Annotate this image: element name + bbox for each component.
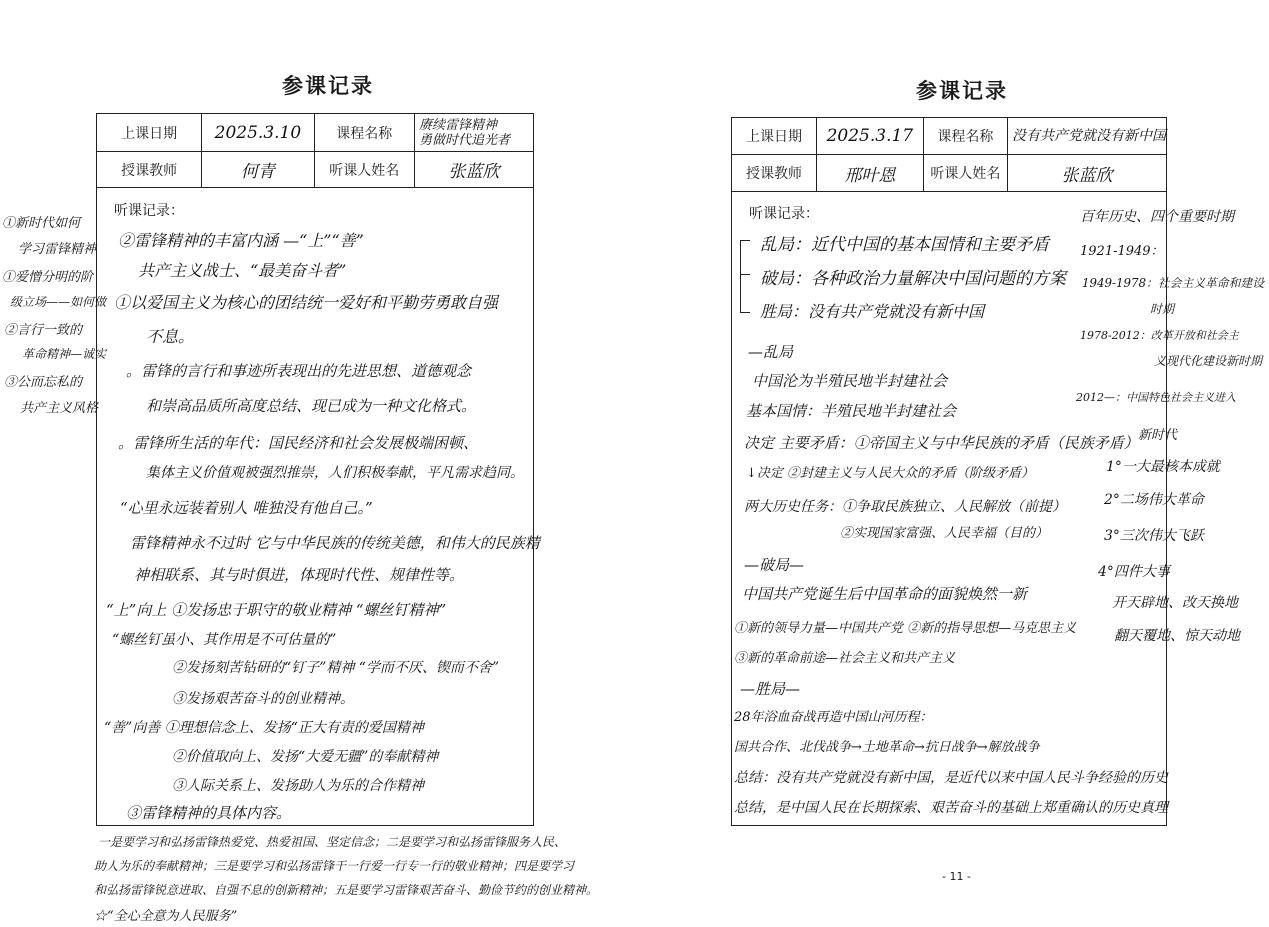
right-note-line: 总结：没有共产党就没有新中国，是近代以来中国人民斗争经验的历史 bbox=[734, 770, 1168, 786]
right-header-table bbox=[731, 117, 1167, 192]
right-margin-note: 1978-2012：改革开放和社会主 bbox=[1080, 329, 1239, 342]
right-margin-note: 开天辟地、改天换地 bbox=[1112, 595, 1238, 611]
right-margin-note: 3°三次伟大飞跃 bbox=[1104, 528, 1204, 544]
left-course-value bbox=[414, 114, 533, 152]
left-note-line: ②价值取向上、发扬“大爱无疆”的奉献精神 bbox=[172, 749, 439, 765]
left-listener-value: 张蓝欣 bbox=[414, 152, 533, 188]
left-margin-note: ①新时代如何 bbox=[2, 216, 81, 231]
left-note-line: 雷锋精神永不过时 它与中华民族的传统美德，和伟大的民族精 bbox=[130, 534, 540, 552]
left-note-line: ③人际关系上、发扬助人为乐的合作精神 bbox=[172, 778, 424, 794]
right-note-line: 国共合作、北伐战争→土地革命→抗日战争→解放战争 bbox=[734, 740, 1040, 755]
right-outline-bracket bbox=[740, 240, 741, 312]
right-outline-item: 胜局：没有共产党就没有新中国 bbox=[760, 302, 985, 321]
right-note-line: —乱局 bbox=[748, 343, 794, 361]
left-course-value-line2: 勇做时代追光者 bbox=[418, 132, 510, 148]
right-outline-bracket-tick-1 bbox=[740, 240, 750, 241]
left-margin-note: 革命精神—诚实 bbox=[22, 347, 107, 361]
left-listener-label: 听课人姓名 bbox=[314, 152, 414, 188]
left-margin-note: 级立场——如何做 bbox=[10, 295, 107, 309]
left-margin-note: 学习雷锋精神 bbox=[18, 242, 97, 257]
left-note-line: “善”向善 ①理想信念上、发扬“正大有责的爱国精神 bbox=[104, 720, 424, 736]
right-margin-note: 2012—：中国特色社会主义进入 bbox=[1076, 391, 1236, 404]
right-outline-bracket-tick-2 bbox=[740, 274, 750, 275]
right-teacher-label: 授课教师 bbox=[732, 155, 817, 192]
right-course-value: 没有共产党就没有新中国 bbox=[1007, 118, 1166, 155]
right-listener-value: 张蓝欣 bbox=[1007, 155, 1166, 192]
right-margin-note: 1949-1978：社会主义革命和建设 bbox=[1082, 276, 1264, 290]
right-course-label: 课程名称 bbox=[923, 118, 1007, 155]
right-margin-note: 1°一大最核本成就 bbox=[1106, 459, 1220, 475]
left-teacher-value: 何青 bbox=[202, 152, 314, 188]
left-course-value-line1: 赓续雷锋精神 bbox=[418, 117, 497, 133]
left-note-line: ①以爱国主义为核心的团结统一爱好和平勤劳勇敢自强 bbox=[114, 293, 499, 312]
left-margin-note: ③公而忘私的 bbox=[4, 375, 83, 390]
right-date-label: 上课日期 bbox=[732, 118, 817, 155]
left-note-line: “心里永远装着别人 唯独没有他自己。” bbox=[120, 499, 373, 517]
right-note-line: ③新的革命前途—社会主义和共产主义 bbox=[734, 651, 956, 666]
left-margin-note: 共产主义风格 bbox=[20, 401, 99, 416]
right-note-line: —破局— bbox=[744, 556, 805, 574]
left-course-label: 课程名称 bbox=[314, 114, 414, 152]
right-margin-note: 时期 bbox=[1150, 302, 1175, 316]
left-note-line: 和崇高品质所高度总结、现已成为一种文化格式。 bbox=[146, 397, 477, 415]
right-margin-note: 义现代化建设新时期 bbox=[1154, 354, 1263, 368]
left-note-line: ③发扬艰苦奋斗的创业精神。 bbox=[172, 691, 354, 707]
left-note-line: 神相联系、其与时俱进，体现时代性、规律性等。 bbox=[134, 566, 465, 584]
left-notes-label: 听课记录： bbox=[114, 203, 184, 219]
left-note-line: 集体主义价值观被强烈推崇，人们积极奉献，平凡需求趋同。 bbox=[146, 465, 524, 481]
right-note-line: 中国沦为半殖民地半封建社会 bbox=[752, 372, 948, 390]
left-note-line: “上”向上 ①发扬忠于职守的敬业精神 “螺丝钉精神” bbox=[106, 601, 447, 619]
left-bottom-note: ☆“全心全意为人民服务” bbox=[94, 909, 238, 924]
right-outline-bracket-tick-3 bbox=[740, 312, 750, 313]
right-listener-label: 听课人姓名 bbox=[923, 155, 1007, 192]
right-note-line: 两大历史任务：①争取民族独立、人民解放（前提） bbox=[744, 499, 1066, 515]
left-note-line: 。雷锋的言行和事迹所表现出的先进思想、道德观念 bbox=[126, 362, 472, 380]
left-date-label: 上课日期 bbox=[97, 114, 202, 152]
left-note-line: ③雷锋精神的具体内容。 bbox=[126, 804, 292, 822]
left-header-table bbox=[96, 113, 534, 188]
right-teacher-value: 邢叶恩 bbox=[817, 155, 924, 192]
left-margin-note: ②言行一致的 bbox=[4, 323, 83, 338]
left-note-line: “螺丝钉虽小、其作用是不可估量的” bbox=[112, 632, 337, 648]
right-note-line: 28年浴血奋战再造中国山河历程： bbox=[734, 710, 933, 725]
right-note-line: ①新的领导力量—中国共产党 ②新的指导思想—马克思主义 bbox=[734, 621, 1077, 636]
right-date-value: 2025.3.17 bbox=[817, 118, 924, 155]
left-page-title: 参课记录 bbox=[282, 74, 374, 98]
left-bottom-note: 和弘扬雷锋锐意进取、自强不息的创新精神；五是要学习雷锋艰苦奋斗、勤俭节约的创业精神。 bbox=[94, 883, 599, 897]
left-bottom-note: 一是要学习和弘扬雷锋热爱党、热爱祖国、坚定信念；二是要学习和弘扬雷锋服务人民、 bbox=[98, 835, 567, 849]
right-notes-label: 听课记录： bbox=[749, 206, 819, 222]
left-teacher-label: 授课教师 bbox=[97, 152, 202, 188]
left-margin-note: ①爱憎分明的阶 bbox=[2, 270, 94, 285]
right-note-line: 中国共产党诞生后中国革命的面貌焕然一新 bbox=[742, 585, 1028, 603]
right-note-line: 决定 主要矛盾：①帝国主义与中华民族的矛盾（民族矛盾） bbox=[744, 434, 1139, 452]
right-note-line: ↓决定 ②封建主义与人民大众的矛盾（阶级矛盾） bbox=[746, 466, 1035, 481]
right-margin-note: 4°四件大事 bbox=[1098, 564, 1170, 580]
left-note-line: ②发扬刻苦钻研的“钉子”精神 “学而不厌、锲而不舍” bbox=[172, 660, 500, 676]
right-margin-note: 2°二场伟大革命 bbox=[1104, 492, 1204, 508]
right-outline-item: 乱局：近代中国的基本国情和主要矛盾 bbox=[760, 235, 1049, 255]
right-margin-note: 翻天覆地、惊天动地 bbox=[1114, 628, 1240, 644]
right-note-line: ②实现国家富强、人民幸福（目的） bbox=[840, 526, 1049, 541]
right-margin-note: 百年历史、四个重要时期 bbox=[1080, 209, 1234, 225]
right-margin-note: 新时代 bbox=[1138, 428, 1178, 443]
page-number: - 11 - bbox=[942, 870, 971, 883]
right-page-title: 参课记录 bbox=[916, 79, 1008, 103]
right-outline-item: 破局：各种政治力量解决中国问题的方案 bbox=[760, 269, 1066, 289]
left-note-line: 不息。 bbox=[146, 327, 195, 346]
left-note-line: 共产主义战士、“最美奋斗者” bbox=[138, 261, 347, 280]
left-bottom-note: 助人为乐的奉献精神；三是要学习和弘扬雷锋干一行爱一行专一行的敬业精神；四是要学习 bbox=[94, 859, 575, 873]
left-date-value: 2025.3.10 bbox=[202, 114, 314, 152]
left-note-line: ②雷锋精神的丰富内涵 —“上”“善” bbox=[118, 231, 364, 250]
right-note-line: —胜局— bbox=[740, 680, 801, 698]
right-note-line: 总结，是中国人民在长期探索、艰苦奋斗的基础上郑重确认的历史真理 bbox=[734, 800, 1168, 816]
left-note-line: 。雷锋所生活的年代：国民经济和社会发展极端困顿、 bbox=[118, 434, 479, 452]
right-margin-note: 1921-1949： bbox=[1080, 244, 1164, 259]
right-note-line: 基本国情：半殖民地半封建社会 bbox=[746, 402, 957, 420]
